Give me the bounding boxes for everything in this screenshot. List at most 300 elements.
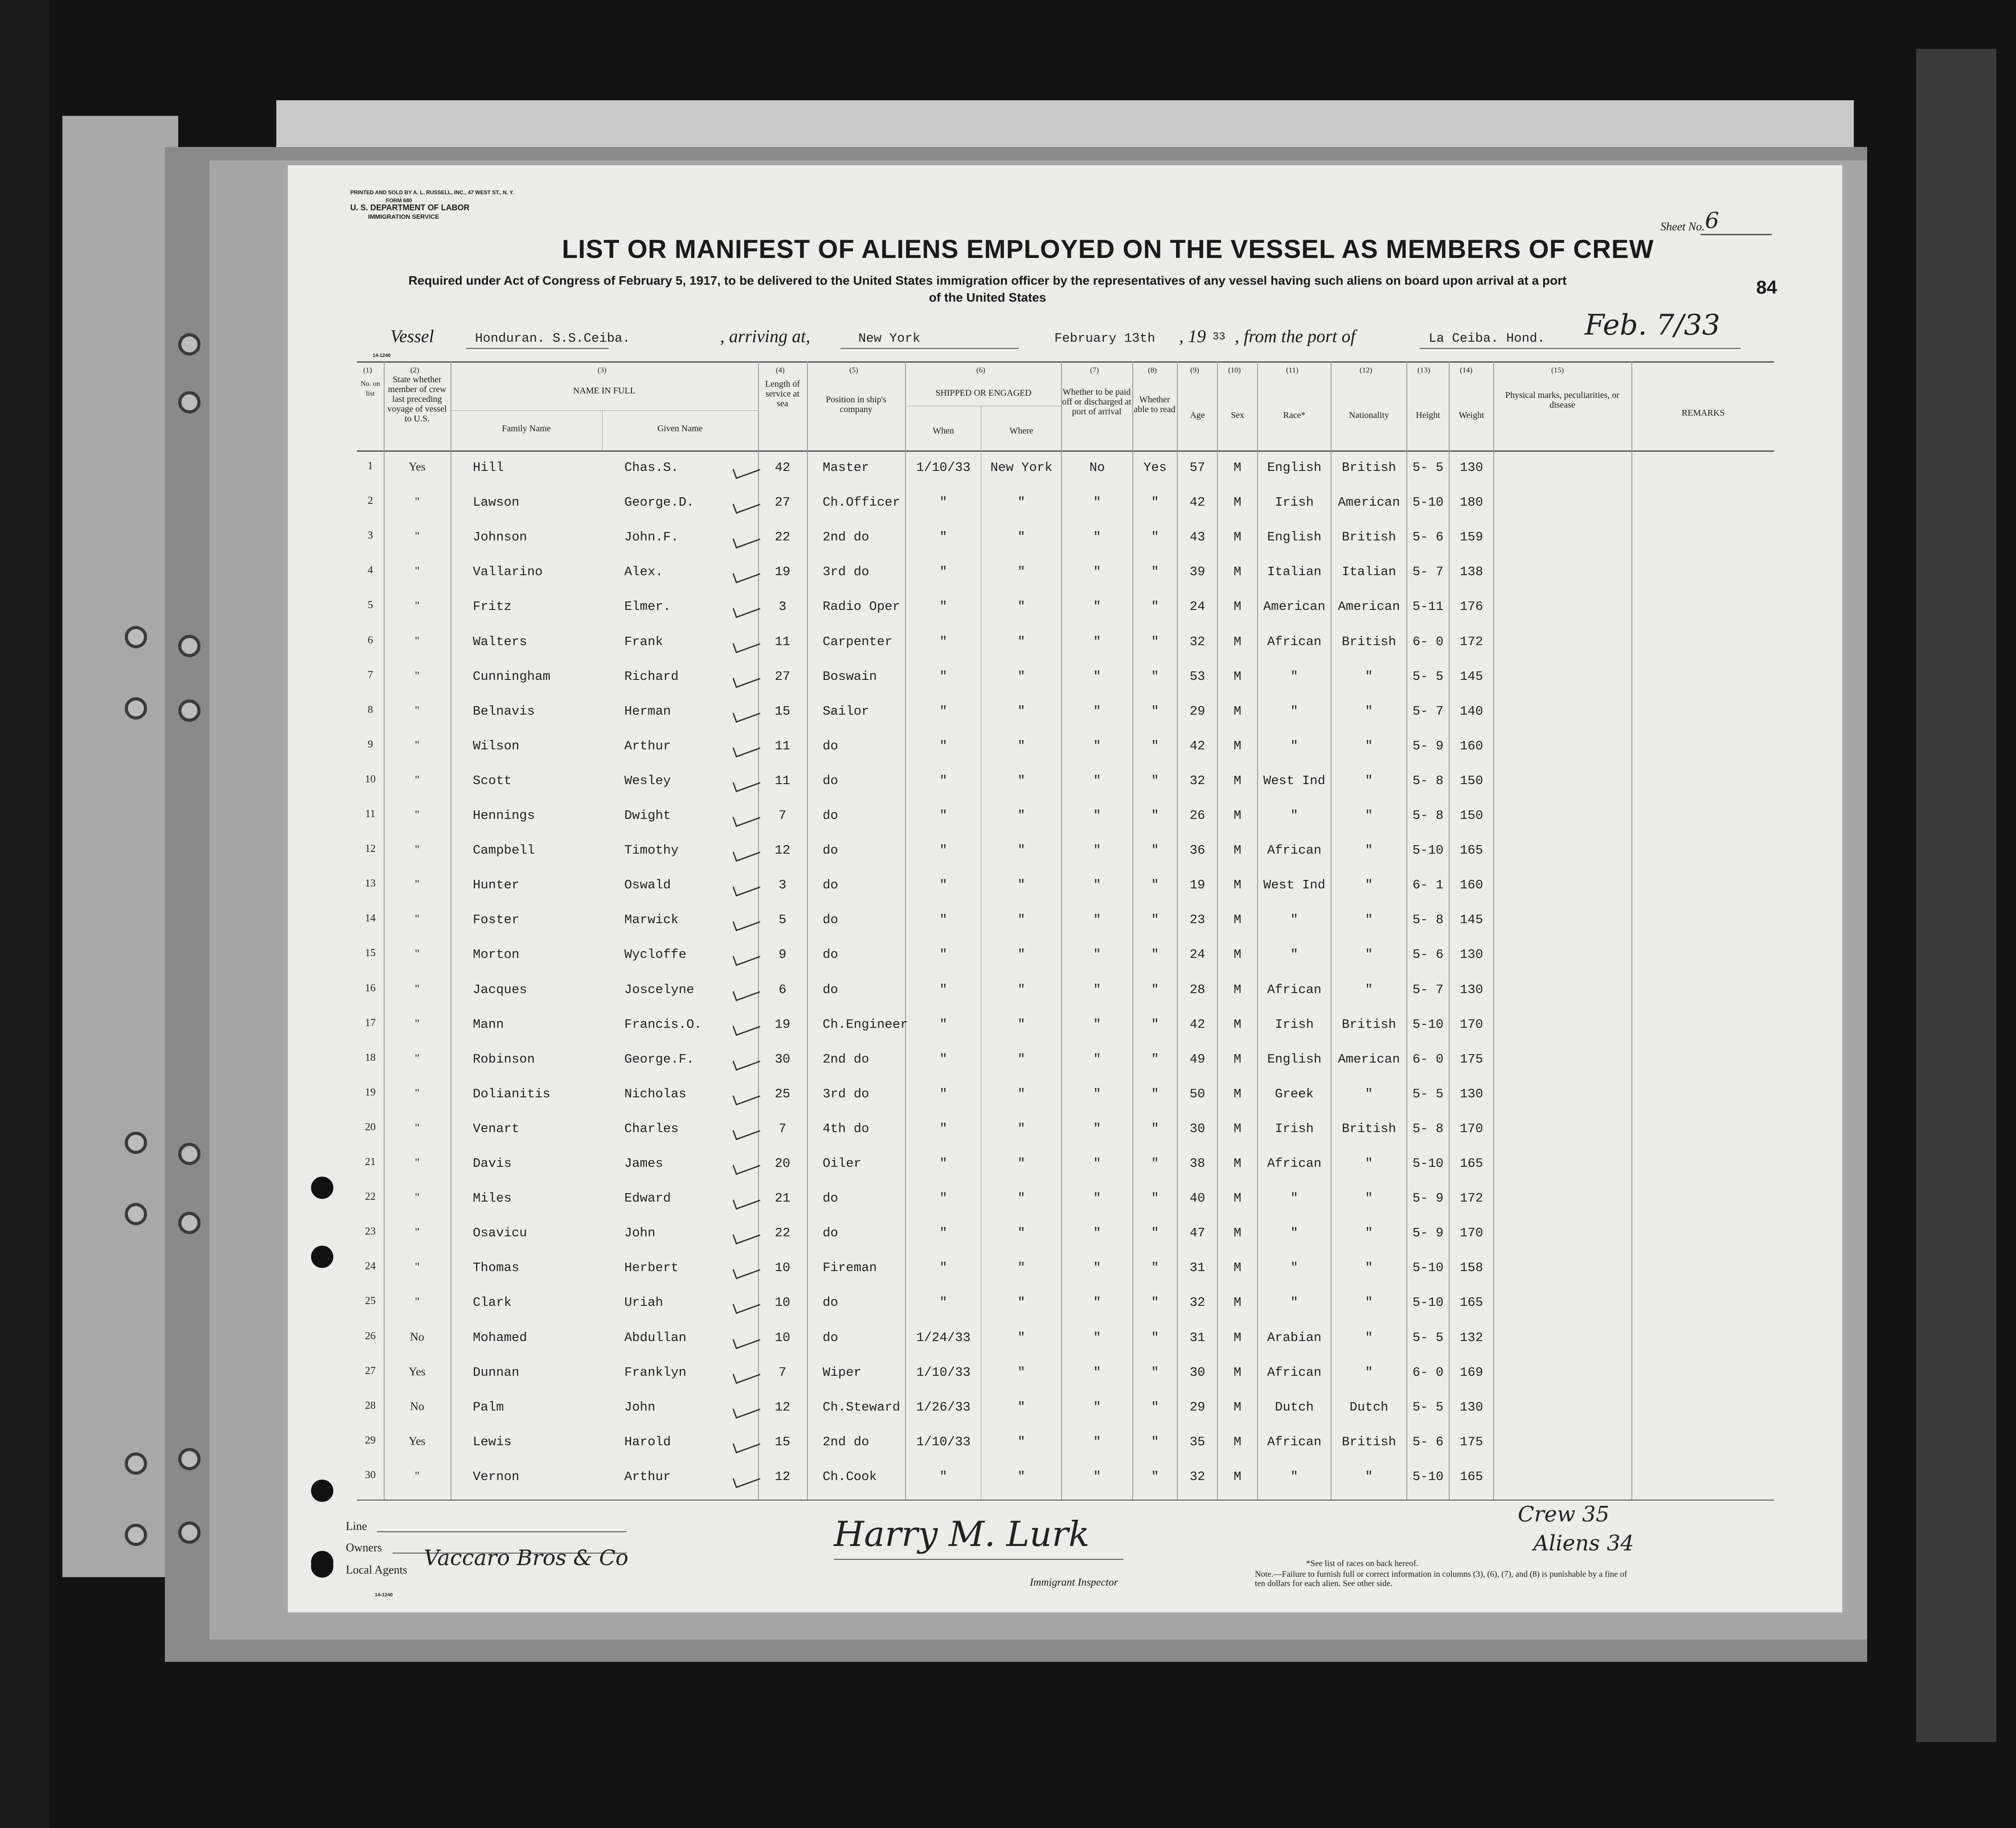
service-length-cell: 15 <box>774 703 791 719</box>
given-name-cell: Wycloffe <box>624 947 687 962</box>
shipped-when-cell: " <box>939 1051 947 1067</box>
row-number-cell: 20 <box>365 1121 376 1133</box>
nationality-cell: " <box>1365 669 1373 684</box>
sex-cell: M <box>1233 1469 1242 1484</box>
height-cell: 5- 5 <box>1412 1330 1444 1345</box>
able-to-read-cell: " <box>1151 495 1159 510</box>
shipped-when-cell: " <box>939 1295 947 1310</box>
weight-cell: 170 <box>1459 1226 1483 1241</box>
col6-number: (6) <box>976 366 985 374</box>
service-length-cell: 22 <box>774 530 791 545</box>
sex-cell: M <box>1233 495 1242 510</box>
page-title: LIST OR MANIFEST OF ALIENS EMPLOYED ON THE VESSEL AS MEMBERS OF CREW <box>562 235 1654 264</box>
previous-voyage-cell: " <box>414 634 420 647</box>
given-name-cell: Franklyn <box>624 1365 687 1380</box>
departure-port: La Ceiba. Hond. <box>1429 331 1545 346</box>
ship-position-cell: do <box>823 982 838 997</box>
shipped-when-cell: " <box>939 634 947 649</box>
table-row <box>357 1185 1774 1219</box>
given-name-cell: Oswald <box>624 878 671 893</box>
nationality-cell: British <box>1342 530 1396 545</box>
page-number: 84 <box>1756 277 1777 298</box>
nationality-cell: British <box>1342 634 1396 649</box>
weight-cell: 165 <box>1459 843 1483 858</box>
able-to-read-cell: " <box>1151 1156 1159 1171</box>
vessel-underline <box>466 348 609 349</box>
ship-position-cell: do <box>823 808 838 823</box>
age-cell: 50 <box>1189 1086 1205 1101</box>
paid-off-cell: " <box>1093 1295 1101 1310</box>
given-name-cell: Herbert <box>624 1260 679 1276</box>
race-cell: Irish <box>1274 495 1314 510</box>
shipped-where-cell: " <box>1017 1469 1025 1484</box>
previous-voyage-cell: " <box>414 1469 420 1482</box>
shipped-where-cell: " <box>1017 947 1025 962</box>
weight-cell: 130 <box>1459 1399 1483 1415</box>
race-cell: " <box>1290 738 1299 753</box>
previous-voyage-cell: No <box>410 1330 424 1343</box>
binder-hole <box>178 1143 201 1165</box>
col4-header: Length of service at sea <box>765 379 800 409</box>
table-row <box>357 1150 1774 1185</box>
shipped-where-cell: " <box>1017 738 1025 753</box>
row-number-cell: 10 <box>365 773 376 785</box>
height-cell: 5- 9 <box>1412 1226 1444 1241</box>
service-length-cell: 3 <box>779 878 787 893</box>
binder-hole <box>125 1132 147 1154</box>
sex-cell: M <box>1233 1260 1242 1276</box>
shipped-where-cell: " <box>1017 982 1025 997</box>
departure-underline <box>1420 348 1741 349</box>
table-row <box>357 1463 1774 1498</box>
ship-position-cell: do <box>823 947 838 962</box>
paid-off-cell: " <box>1093 878 1101 893</box>
service-length-cell: 15 <box>774 1434 791 1449</box>
race-cell: American <box>1263 599 1326 614</box>
able-to-read-cell: " <box>1151 912 1159 928</box>
previous-voyage-cell: Yes <box>409 1365 426 1378</box>
col10-header: Sex <box>1231 410 1244 420</box>
col12-header: Nationality <box>1349 410 1389 420</box>
service-length-cell: 10 <box>774 1260 791 1276</box>
table-row <box>357 489 1774 523</box>
race-cell: " <box>1290 1191 1299 1206</box>
age-cell: 23 <box>1189 912 1205 928</box>
race-cell: " <box>1290 1469 1299 1484</box>
service-length-cell: 3 <box>779 599 787 614</box>
service-length-cell: 42 <box>774 460 791 475</box>
previous-voyage-cell: " <box>414 1226 420 1239</box>
shipped-where-header: Where <box>1009 426 1033 436</box>
race-cell: Arabian <box>1267 1330 1322 1345</box>
remarks-header: REMARKS <box>1681 408 1725 418</box>
col2-number: (2) <box>410 366 419 374</box>
given-name-cell: George.D. <box>624 495 694 510</box>
shipped-when-cell: 1/24/33 <box>916 1330 971 1345</box>
shipped-where-cell: " <box>1017 1399 1025 1415</box>
col6-header: SHIPPED OR ENGAGED <box>935 388 1032 398</box>
service-length-cell: 21 <box>774 1191 791 1206</box>
age-cell: 31 <box>1189 1330 1205 1345</box>
sex-cell: M <box>1233 1191 1242 1206</box>
nationality-cell: " <box>1365 1365 1373 1380</box>
weight-cell: 165 <box>1459 1156 1483 1171</box>
sex-cell: M <box>1233 1295 1242 1310</box>
race-cell: " <box>1290 1295 1299 1310</box>
weight-cell: 130 <box>1459 947 1483 962</box>
table-row <box>357 1324 1774 1359</box>
sex-cell: M <box>1233 1434 1242 1449</box>
page-punch-hole <box>311 1555 333 1578</box>
family-name-cell: Belnavis <box>473 703 535 719</box>
paid-off-cell: " <box>1093 1156 1101 1171</box>
paid-off-cell: " <box>1093 947 1101 962</box>
sex-cell: M <box>1233 599 1242 614</box>
row-number-cell: 29 <box>365 1434 376 1446</box>
ship-position-cell: do <box>823 1226 838 1241</box>
col5-header: Position in ship's company <box>826 395 886 414</box>
col14-number: (14) <box>1460 366 1473 374</box>
arrival-year: 33 <box>1213 331 1225 343</box>
race-cell: West Ind <box>1263 878 1326 893</box>
previous-voyage-cell: " <box>414 808 420 821</box>
paid-off-cell: " <box>1093 1330 1101 1345</box>
family-name-cell: Robinson <box>473 1051 535 1067</box>
family-name-cell: Osavicu <box>473 1226 527 1241</box>
header-bottom-rule <box>357 450 1774 452</box>
sex-cell: M <box>1233 1226 1242 1241</box>
paid-off-cell: " <box>1093 773 1101 788</box>
height-cell: 5- 5 <box>1412 1086 1444 1101</box>
family-name-cell: Davis <box>473 1156 512 1171</box>
arriving-port: New York <box>858 331 921 346</box>
table-row <box>357 1115 1774 1150</box>
shipped-when-cell: " <box>939 599 947 614</box>
shipped-where-cell: " <box>1017 1121 1025 1136</box>
sex-cell: M <box>1233 1156 1242 1171</box>
able-to-read-cell: " <box>1151 878 1159 893</box>
age-cell: 57 <box>1189 460 1205 475</box>
shipped-when-cell: " <box>939 982 947 997</box>
arriving-underline <box>840 348 1019 349</box>
col13-header: Height <box>1416 410 1440 420</box>
age-cell: 43 <box>1189 530 1205 545</box>
given-name-cell: Wesley <box>624 773 671 788</box>
row-number-cell: 26 <box>365 1330 376 1342</box>
given-name-cell: Dwight <box>624 808 671 823</box>
height-cell: 5-10 <box>1412 1156 1444 1171</box>
from-port-label: , from the port of <box>1235 326 1356 346</box>
weight-cell: 172 <box>1459 634 1483 649</box>
line-label: Line <box>346 1520 367 1533</box>
family-name-cell: Foster <box>473 912 520 928</box>
sex-cell: M <box>1233 460 1242 475</box>
row-number-cell: 2 <box>368 495 373 507</box>
able-to-read-cell: " <box>1151 1017 1159 1032</box>
race-cell: African <box>1267 634 1322 649</box>
shipped-where-cell: " <box>1017 1086 1025 1101</box>
able-to-read-cell: " <box>1151 703 1159 719</box>
race-cell: " <box>1290 1226 1299 1241</box>
ship-position-cell: Sailor <box>823 703 869 719</box>
ship-position-cell: Oiler <box>823 1156 862 1171</box>
nationality-cell: " <box>1365 1260 1373 1276</box>
ship-position-cell: do <box>823 878 838 893</box>
previous-voyage-cell: No <box>410 1399 424 1413</box>
paid-off-cell: " <box>1093 564 1101 580</box>
family-name-cell: Fritz <box>473 599 512 614</box>
given-name-cell: Timothy <box>624 843 679 858</box>
family-name-cell: Vallarino <box>473 564 543 580</box>
weight-cell: 145 <box>1459 912 1483 928</box>
family-name-cell: Venart <box>473 1121 520 1136</box>
row-number-cell: 21 <box>365 1156 376 1168</box>
weight-cell: 145 <box>1459 669 1483 684</box>
paid-off-cell: " <box>1093 634 1101 649</box>
shipped-when-cell: " <box>939 947 947 962</box>
service-length-cell: 19 <box>774 564 791 580</box>
previous-voyage-cell: " <box>414 1295 420 1309</box>
age-cell: 35 <box>1189 1434 1205 1449</box>
sex-cell: M <box>1233 773 1242 788</box>
shipped-where-cell: " <box>1017 1017 1025 1032</box>
age-cell: 19 <box>1189 878 1205 893</box>
race-cell: " <box>1290 703 1299 719</box>
height-cell: 5- 5 <box>1412 460 1444 475</box>
ship-position-cell: do <box>823 843 838 858</box>
shipped-when-cell: " <box>939 878 947 893</box>
previous-voyage-cell: Yes <box>409 1434 426 1448</box>
paid-off-cell: " <box>1093 808 1101 823</box>
weight-cell: 159 <box>1459 530 1483 545</box>
shipped-when-cell: " <box>939 530 947 545</box>
binder-hole <box>125 1203 147 1225</box>
given-name-cell: Francis.O. <box>624 1017 702 1032</box>
department-name: U. S. DEPARTMENT OF LABOR <box>350 203 470 212</box>
row-number-cell: 11 <box>365 808 376 820</box>
ship-position-cell: do <box>823 773 838 788</box>
shipped-when-cell: " <box>939 912 947 928</box>
height-cell: 5-10 <box>1412 495 1444 510</box>
given-name-cell: Harold <box>624 1434 671 1449</box>
height-cell: 5- 9 <box>1412 1191 1444 1206</box>
page-subtitle: Required under Act of Congress of February 5, 1917, to be delivered to the United States immigration officer by the representatives of any vessel having such aliens on board upon arrival at a port of the United States <box>408 274 1567 304</box>
row-number-cell: 14 <box>365 912 376 924</box>
owners-label: Owners <box>346 1541 382 1554</box>
able-to-read-cell: " <box>1151 564 1159 580</box>
shipped-when-cell: " <box>939 1191 947 1206</box>
previous-voyage-cell: " <box>414 982 420 995</box>
nationality-cell: " <box>1365 843 1373 858</box>
ship-position-cell: do <box>823 1330 838 1345</box>
ship-position-cell: Ch.Engineer <box>823 1017 908 1032</box>
footer-form-code: 14-1240 <box>375 1592 393 1598</box>
weight-cell: 175 <box>1459 1051 1483 1067</box>
previous-voyage-cell: " <box>414 1260 420 1274</box>
weight-cell: 130 <box>1459 1086 1483 1101</box>
under-sheet-left <box>62 116 178 1577</box>
nationality-cell: " <box>1365 878 1373 893</box>
service-length-cell: 7 <box>779 1121 787 1136</box>
given-name-cell: Marwick <box>624 912 679 928</box>
sex-cell: M <box>1233 738 1242 753</box>
family-name-cell: Thomas <box>473 1260 520 1276</box>
shipped-when-cell: 1/10/33 <box>916 1365 971 1380</box>
sex-cell: M <box>1233 808 1242 823</box>
able-to-read-cell: " <box>1151 1434 1159 1449</box>
family-name-cell: Lawson <box>473 495 520 510</box>
nationality-cell: " <box>1365 1086 1373 1101</box>
height-cell: 5- 5 <box>1412 1399 1444 1415</box>
shipped-when-cell: " <box>939 843 947 858</box>
service-length-cell: 6 <box>779 982 787 997</box>
race-cell: Irish <box>1274 1121 1314 1136</box>
service-length-cell: 7 <box>779 1365 787 1380</box>
table-row <box>357 941 1774 976</box>
age-cell: 49 <box>1189 1051 1205 1067</box>
family-name-cell: Dunnan <box>473 1365 520 1380</box>
given-name-cell: John <box>624 1399 656 1415</box>
paid-off-cell: " <box>1093 982 1101 997</box>
row-number-cell: 27 <box>365 1365 376 1377</box>
binder-hole <box>125 1524 147 1546</box>
ship-position-cell: 3rd do <box>823 1086 869 1101</box>
paid-off-cell: " <box>1093 738 1101 753</box>
col2-header: State whether member of crew last preceding voyage of vessel to U.S. <box>387 375 447 424</box>
col4-number: (4) <box>776 366 785 374</box>
ship-position-cell: 2nd do <box>823 1434 869 1449</box>
given-name-cell: Chas.S. <box>624 460 679 475</box>
nationality-cell: American <box>1338 599 1400 614</box>
able-to-read-cell: " <box>1151 669 1159 684</box>
service-length-cell: 27 <box>774 669 791 684</box>
able-to-read-cell: " <box>1151 1086 1159 1101</box>
nationality-cell: American <box>1338 495 1400 510</box>
family-name-cell: Palm <box>473 1399 504 1415</box>
previous-voyage-cell: " <box>414 564 420 578</box>
previous-voyage-cell: " <box>414 1086 420 1100</box>
shipped-where-cell: " <box>1017 1191 1025 1206</box>
weight-cell: 158 <box>1459 1260 1483 1276</box>
race-cell: English <box>1267 1051 1322 1067</box>
previous-voyage-cell: " <box>414 1051 420 1065</box>
shipped-where-cell: " <box>1017 773 1025 788</box>
ship-position-cell: Ch.Officer <box>823 495 901 510</box>
shipped-where-cell: " <box>1017 808 1025 823</box>
manifest-page <box>285 163 1845 1615</box>
family-name-cell: Hennings <box>473 808 535 823</box>
table-row <box>357 454 1774 489</box>
able-to-read-cell: " <box>1151 808 1159 823</box>
col9-header: Age <box>1190 410 1205 420</box>
weight-cell: 150 <box>1459 808 1483 823</box>
given-name-cell: Joscelyne <box>624 982 694 997</box>
shipped-where-cell: " <box>1017 564 1025 580</box>
binder-hole <box>178 635 201 657</box>
height-cell: 5-11 <box>1412 599 1444 614</box>
family-name-cell: Miles <box>473 1191 512 1206</box>
race-cell: " <box>1290 912 1299 928</box>
shipped-where-cell: " <box>1017 703 1025 719</box>
age-cell: 29 <box>1189 703 1205 719</box>
previous-voyage-cell: " <box>414 669 420 682</box>
table-row <box>357 663 1774 698</box>
film-strip-right <box>1916 49 1996 1742</box>
penalty-note: Note.—Failure to furnish full or correct information in columns (3), (6), (7), and (8) is punishable by a fine of ten dollars for each alien. See other side. <box>1255 1570 1627 1588</box>
able-to-read-cell: " <box>1151 1121 1159 1136</box>
given-name-cell: Frank <box>624 634 664 649</box>
ship-position-cell: Master <box>823 460 869 475</box>
family-name-cell: Cunningham <box>473 669 551 684</box>
shipped-when-cell: " <box>939 1156 947 1171</box>
table-row <box>357 767 1774 802</box>
able-to-read-cell: " <box>1151 599 1159 614</box>
age-cell: 29 <box>1189 1399 1205 1415</box>
binder-hole <box>178 1521 201 1544</box>
sex-cell: M <box>1233 843 1242 858</box>
service-length-cell: 30 <box>774 1051 791 1067</box>
table-row <box>357 837 1774 871</box>
binder-hole <box>178 1448 201 1470</box>
height-cell: 5- 5 <box>1412 669 1444 684</box>
vessel-name: Honduran. S.S.Ceiba. <box>475 331 631 346</box>
given-name-cell: John.F. <box>624 530 679 545</box>
service-name: IMMIGRATION SERVICE <box>368 213 439 220</box>
able-to-read-cell: " <box>1151 738 1159 753</box>
weight-cell: 170 <box>1459 1017 1483 1032</box>
weight-cell: 150 <box>1459 773 1483 788</box>
shipped-when-cell: " <box>939 669 947 684</box>
col13-number: (13) <box>1418 366 1430 374</box>
service-length-cell: 22 <box>774 1226 791 1241</box>
row-number-cell: 1 <box>368 460 373 472</box>
given-name-cell: Arthur <box>624 738 671 753</box>
family-name-cell: Morton <box>473 947 520 962</box>
family-name-cell: Vernon <box>473 1469 520 1484</box>
able-to-read-cell: " <box>1151 1330 1159 1345</box>
previous-voyage-cell: " <box>414 843 420 856</box>
table-row <box>357 1289 1774 1324</box>
race-cell: African <box>1267 1434 1322 1449</box>
age-cell: 31 <box>1189 1260 1205 1276</box>
height-cell: 6- 0 <box>1412 1365 1444 1380</box>
paid-off-cell: " <box>1093 1017 1101 1032</box>
table-row <box>357 732 1774 767</box>
paid-off-cell: " <box>1093 1365 1101 1380</box>
given-name-cell: Richard <box>624 669 679 684</box>
shipped-where-cell: " <box>1017 912 1025 928</box>
race-cell: English <box>1267 460 1322 475</box>
nationality-cell: Italian <box>1342 564 1396 580</box>
row-number-cell: 25 <box>365 1295 376 1307</box>
family-name-cell: Hunter <box>473 878 520 893</box>
family-name-cell: Campbell <box>473 843 535 858</box>
shipped-when-cell: " <box>939 495 947 510</box>
age-cell: 39 <box>1189 564 1205 580</box>
aliens-total: Aliens 34 <box>1533 1531 1634 1556</box>
weight-cell: 160 <box>1459 878 1483 893</box>
shipped-when-cell: " <box>939 1017 947 1032</box>
able-to-read-cell: " <box>1151 843 1159 858</box>
col7-header: Whether to be paid off or discharged at port of arrival <box>1062 387 1131 417</box>
sex-cell: M <box>1233 1051 1242 1067</box>
race-cell: Greek <box>1274 1086 1314 1101</box>
paid-off-cell: No <box>1089 460 1105 475</box>
nationality-cell: Dutch <box>1349 1399 1389 1415</box>
height-cell: 6- 1 <box>1412 878 1444 893</box>
row-number-cell: 17 <box>365 1017 376 1029</box>
nationality-cell: " <box>1365 912 1373 928</box>
